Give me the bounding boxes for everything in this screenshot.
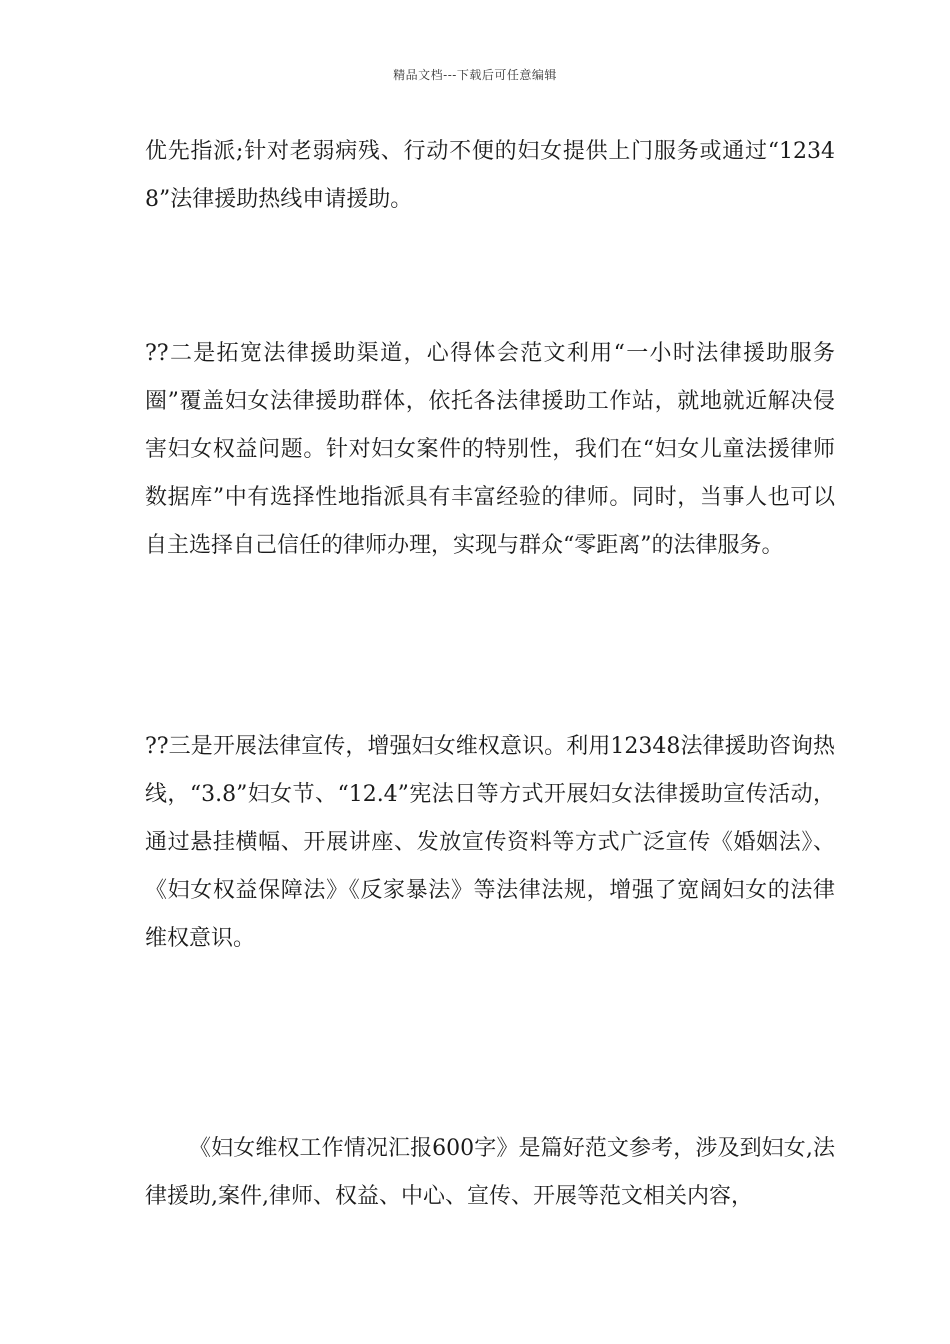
page-header: 精品文档---下载后可任意编辑: [393, 68, 557, 82]
paragraph-4: 《妇女维权工作情况汇报600字》是篇好范文参考，涉及到妇女,法律援助,案件,律师、权益、中心、宣传、开展等范文相关内容，: [145, 1136, 835, 1209]
paragraph-1: 优先指派;针对老弱病残、行动不便的妇女提供上门服务或通过“12348”法律援助热线申请援助。: [145, 139, 835, 212]
paragraph-3: ??三是开展法律宣传，增强妇女维权意识。利用12348法律援助咨询热线，“3.8”妇女节、“12.4”宪法日等方式开展妇女法律援助宣传活动，通过悬挂横幅、开展讲座、发放宣传资料等方式广泛宣传《婚姻法》、《妇女权益保障法》《反家暴法》等法律法规，增强了宽阔妇女的法律维权意识。: [145, 734, 835, 951]
paragraph-2: ??二是拓宽法律援助渠道，心得体会范文利用“一小时法律援助服务圈”覆盖妇女法律援助群体，依托各法律援助工作站，就地就近解决侵害妇女权益问题。针对妇女案件的特别性，我们在“妇女儿童法援律师数据库”中有选择性地指派具有丰富经验的律师。同时，当事人也可以自主选择自己信任的律师办理，实现与群众“零距离”的法律服务。: [145, 341, 835, 558]
